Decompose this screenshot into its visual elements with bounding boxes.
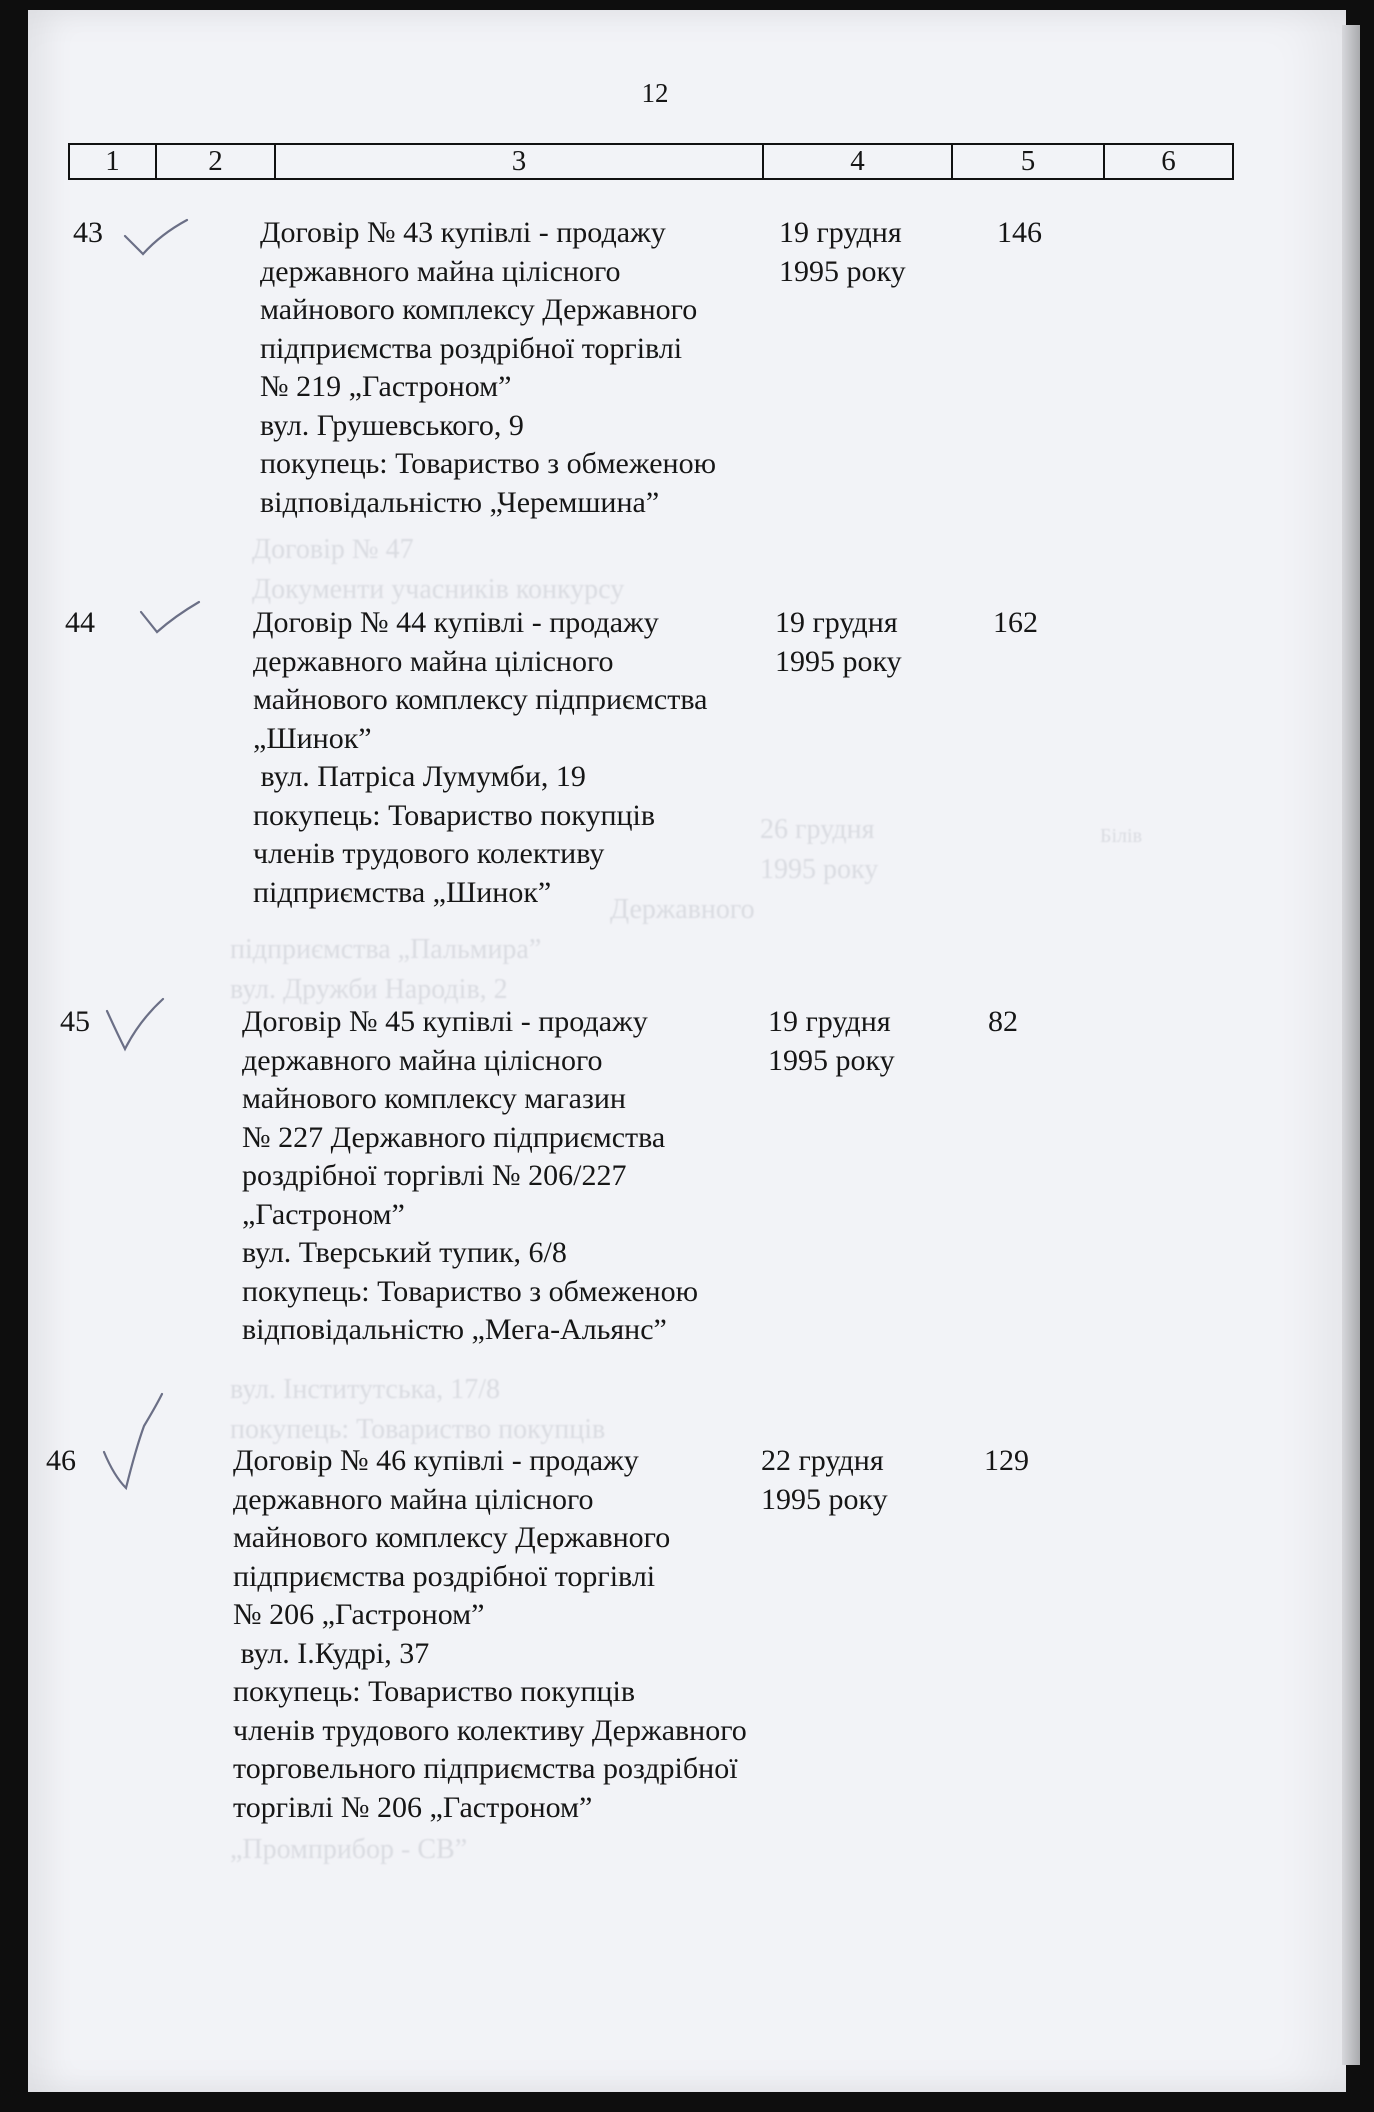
column-header-row (68, 143, 1234, 180)
entry-date (768, 1003, 895, 1080)
entry-number: 46 (46, 1444, 76, 1477)
column-header: 5 (953, 145, 1105, 178)
description-line: № 227 Державного підприємства (242, 1120, 666, 1154)
description-line: покупець: Товариство з обмеженою (260, 447, 716, 480)
description-line: Договір № 43 купівлі - продажу (260, 216, 666, 249)
description-line: державного майна цілісного (260, 254, 621, 288)
bleed-line: підприємства „Пальмира” (230, 934, 542, 965)
date-line: 1995 року (779, 254, 906, 288)
description-line: майнового комплексу магазин (242, 1082, 626, 1115)
bleed-line: 1995 року (760, 854, 879, 885)
date-line: 1995 року (775, 644, 902, 678)
date-line: 19 грудня (775, 606, 898, 639)
description-line: № 219 „Гастроном” (260, 370, 512, 403)
entry-number: 43 (73, 216, 103, 249)
date-line: 19 грудня (779, 216, 902, 249)
pencil-check-icon (103, 997, 173, 1059)
description-line: роздрібної торгівлі № 206/227 (242, 1159, 627, 1192)
bleed-line: Документи учасників конкурсу (252, 574, 625, 605)
description-line: майнового комплексу Державного (233, 1521, 671, 1554)
description-line: відповідальністю „Черемшина” (260, 485, 660, 519)
entry-date (779, 214, 906, 291)
description-line: вул. Патріса Лумумби, 19 (253, 760, 586, 793)
bleed-line: покупець: Товариство покупців (230, 1414, 606, 1445)
entry-page-count: 162 (993, 606, 1038, 639)
entry-date (775, 604, 902, 681)
entry-description (242, 1003, 698, 1350)
description-line: Договір № 44 купівлі - продажу (253, 606, 659, 639)
description-line: № 206 „Гастроном” (233, 1598, 485, 1631)
bleed-line: вул. Дружби Народів, 2 (230, 974, 508, 1005)
description-line: майнового комплексу Державного (260, 293, 698, 326)
bleed-line: вул. Інститутська, 17/8 (230, 1374, 500, 1405)
description-line: підприємства „Шинок” (253, 875, 552, 909)
bleed-line: „Промприбор - СВ” (230, 1834, 468, 1865)
date-line: 22 грудня (761, 1444, 884, 1477)
description-line: покупець: Товариство покупців (233, 1675, 636, 1708)
description-line: вул. І.Кудрі, 37 (233, 1636, 430, 1670)
description-line: вул. Грушевського, 9 (260, 408, 524, 442)
description-line: „Гастроном” (242, 1197, 405, 1231)
date-line: 19 грудня (768, 1005, 891, 1038)
description-line: торговельного підприємства роздрібної (233, 1752, 738, 1785)
entry-description (260, 214, 716, 522)
paper-edge (1342, 25, 1360, 2065)
bleed-line: 26 грудня (760, 814, 875, 845)
entry-page-count: 146 (997, 216, 1042, 249)
entry-number: 44 (65, 606, 95, 639)
description-line: „Шинок” (253, 721, 372, 755)
description-line: членів трудового колективу Державного (233, 1713, 747, 1747)
pencil-check-icon (100, 1392, 180, 1502)
description-line: Договір № 46 купівлі - продажу (233, 1444, 639, 1477)
entry-description (233, 1442, 747, 1827)
entry-description (253, 604, 707, 912)
page-number: 12 (641, 78, 669, 108)
entry-page-count: 82 (988, 1005, 1018, 1038)
column-header: 3 (276, 145, 764, 178)
entry-page-count: 129 (984, 1444, 1029, 1477)
description-line: торгівлі № 206 „Гастроном” (233, 1790, 593, 1824)
column-header: 1 (70, 145, 157, 178)
description-line: підприємства роздрібної торгівлі (260, 331, 683, 365)
description-line: державного майна цілісного (253, 644, 614, 678)
description-line: членів трудового колективу (253, 837, 605, 870)
description-line: відповідальністю „Мега-Альянс” (242, 1313, 667, 1346)
pencil-check-icon (121, 216, 191, 266)
entry-number: 45 (60, 1005, 90, 1038)
date-line: 1995 року (768, 1043, 895, 1077)
column-header: 6 (1161, 145, 1176, 177)
pencil-check-icon (137, 600, 207, 650)
column-header: 4 (764, 145, 953, 178)
description-line: державного майна цілісного (233, 1482, 594, 1516)
description-line: покупець: Товариство покупців (253, 798, 656, 832)
bleed-line: Договір № 47 (252, 534, 414, 565)
description-line: покупець: Товариство з обмеженою (242, 1274, 698, 1308)
description-line: Договір № 45 купівлі - продажу (242, 1005, 648, 1038)
column-header: 2 (157, 145, 276, 178)
bleed-line: Білів (1100, 825, 1143, 847)
description-line: державного майна цілісного (242, 1043, 603, 1077)
date-line: 1995 року (761, 1482, 888, 1516)
bleed-line: Державного (610, 894, 755, 925)
description-line: підприємства роздрібної торгівлі (233, 1559, 656, 1593)
description-line: вул. Тверський тупик, 6/8 (242, 1236, 567, 1269)
entry-date (761, 1442, 888, 1519)
description-line: майнового комплексу підприємства (253, 683, 708, 716)
